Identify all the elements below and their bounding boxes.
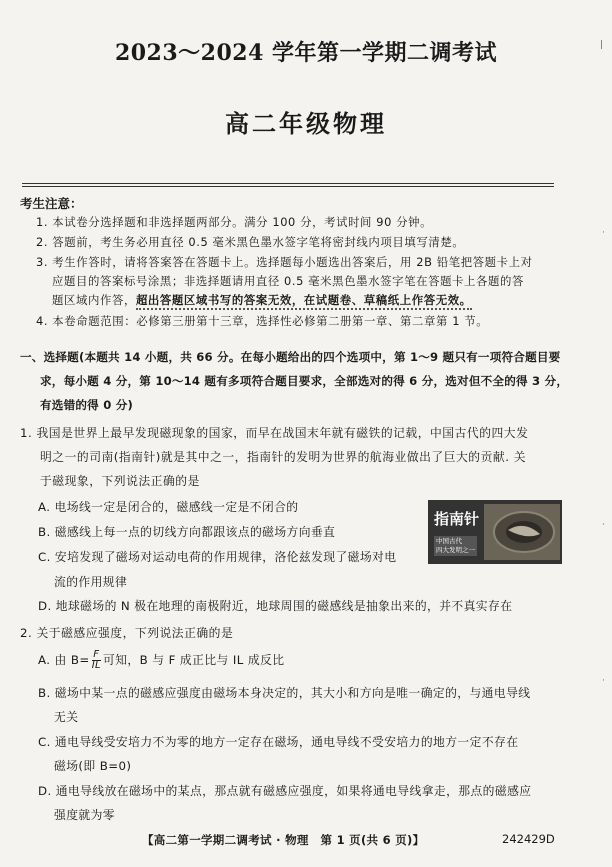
notice-item: 3. 考生作答时，请将答案答在答题卡上。选择题每小题选出答案后，用 2B 铅笔把答题卡上对 [36, 255, 533, 269]
question-1-option-c: C. 安培发现了磁场对运动电荷的作用规律，洛伦兹发现了磁场对电 [38, 550, 397, 564]
notice-emphasis: 超出答题区域书写的答案无效，在试题卷、草稿纸上作答无效。 [136, 293, 472, 310]
question-2-option-d-cont: 强度就为零 [54, 808, 115, 822]
paper-code: 242429D [502, 832, 555, 846]
page-footer: 【高二第一学期二调考试 · 物理 第 1 页(共 6 页)】 [142, 833, 425, 847]
section-heading-cont: 有选错的得 0 分) [40, 398, 134, 412]
question-1-stem: 明之一的司南(指南针)就是其中之一，指南针的发明为世界的航海业做出了巨大的贡献. 关 [40, 450, 526, 464]
question-2-option-c: C. 通电导线受安培力不为零的地方一定存在磁场，通电导线不受安培力的地方一定不存在 [38, 735, 519, 749]
question-2-option-d: D. 通电导线放在磁场中的某点，那点就有磁感应强度，如果将通电导线拿走，那点的磁感应 [38, 784, 532, 798]
compass-photo [428, 500, 562, 564]
image-caption-line: 中国古代 [436, 537, 462, 545]
question-1-stem: 于磁现象，下列说法正确的是 [40, 474, 200, 488]
formula-suffix: 可知，B 与 F 成正比与 IL 成反比 [103, 653, 285, 667]
notice-item-text: 题区域内作答， [52, 293, 136, 307]
notice-item: 4. 本卷命题范围：必修第三册第十三章，选择性必修第二册第一章、第二章第 1 节。 [36, 314, 489, 328]
question-2-option-b-cont: 无关 [54, 710, 79, 724]
question-2-option-a [38, 650, 284, 671]
scan-edge-mark: | [600, 40, 604, 50]
question-2-option-c-cont: 磁场(即 B=0) [54, 759, 132, 773]
question-1-option-a: A. 电场线一定是闭合的，磁感线一定是不闭合的 [38, 500, 299, 514]
fraction [92, 650, 101, 671]
subject-title: 高二年级物理 [225, 109, 387, 138]
question-1-option-b: B. 磁感线上每一点的切线方向都跟该点的磁场方向垂直 [38, 525, 336, 539]
notice-item-line [52, 292, 472, 308]
formula-prefix: A. 由 B= [38, 653, 90, 667]
image-caption [434, 536, 477, 556]
question-1-stem: 1. 我国是世界上最早发现磁现象的国家，而早在战国末年就有磁铁的记载，中国古代的四大发 [20, 426, 529, 440]
question-1-option-c-cont: 流的作用规律 [54, 575, 128, 589]
fraction-denominator: IL [91, 660, 102, 671]
question-2-option-b: B. 磁场中某一点的磁感应强度由磁场本身决定的，其大小和方向是唯一确定的，与通电导线 [38, 686, 531, 700]
scan-edge-mark: · [602, 228, 605, 238]
image-title: 指南针 [434, 510, 480, 528]
section-heading-cont: 求，每小题 4 分，第 10～14 题有多项符合题目要求，全部选对的得 6 分，选对但不全的得 3 分， [40, 374, 569, 388]
exam-title: 2023～2024 学年第一学期二调考试 [114, 40, 498, 66]
notice-item: 1. 本试卷分选择题和非选择题两部分。满分 100 分，考试时间 90 分钟。 [36, 215, 433, 229]
notice-item: 应题目的答案标号涂黑；非选择题请用直径 0.5 毫米黑色墨水签字笔在答题卡上各题的答 [52, 274, 525, 288]
divider-line [22, 183, 554, 184]
notice-item: 2. 答题前，考生务必用直径 0.5 毫米黑色墨水签字笔将密封线内项目填写清楚。 [36, 235, 465, 249]
section-heading: 一、选择题(本题共 14 小题，共 66 分。在每小题给出的四个选项中，第 1～9 题只有一项符合题目要 [20, 350, 561, 364]
question-1-option-d: D. 地球磁场的 N 极在地理的南极附近，地球周围的磁感线是抽象出来的，并不真实存在 [38, 599, 513, 613]
divider-line-thin [22, 186, 554, 187]
scan-edge-mark: · [602, 676, 605, 686]
scan-edge-mark: · [602, 520, 605, 530]
image-caption-line: 四大发明之一 [436, 546, 475, 554]
notice-heading: 考生注意： [20, 196, 83, 211]
fraction-numerator: F [93, 649, 100, 660]
question-2-stem: 2. 关于磁感应强度，下列说法正确的是 [20, 626, 234, 640]
